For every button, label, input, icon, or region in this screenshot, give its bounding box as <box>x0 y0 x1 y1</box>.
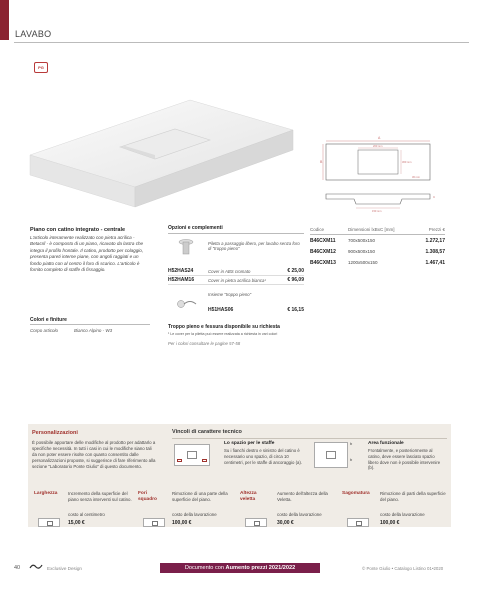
constraint-text: Su i fianchi destro e sinistro del catino è necessario uno spazio, di circa 10 centimetri, per le staffe di ancoraggio (a). <box>224 448 303 465</box>
drain-icon <box>176 237 196 257</box>
custom-diagram <box>143 518 165 527</box>
custom-cost-label: costo al centimetro <box>68 512 105 517</box>
dim-small: 30 mm <box>412 176 420 179</box>
price-update-banner <box>160 563 320 573</box>
header-dims: Dimensioni lxBxC [mm] <box>348 227 395 232</box>
custom-text: Rimozione di parti della superficie del piano. <box>380 491 446 502</box>
row-dims: 1200x500x150 <box>348 260 378 265</box>
constraint-title: Lo spazio per le staffe <box>224 441 275 446</box>
option-row <box>168 306 304 314</box>
option-row <box>168 267 304 276</box>
overflow-title: Troppo pieno e fessura disponibile su richiesta <box>168 324 280 330</box>
custom-text: Incremento della superficie del piano senza interventi sul catino. <box>68 491 132 502</box>
brand-badge-icon: PG <box>34 62 48 73</box>
custom-price: 15,00 € <box>68 520 85 526</box>
constraints-divider <box>172 438 447 439</box>
table-row <box>310 246 445 257</box>
custom-price: 100,00 € <box>380 520 400 526</box>
bracket-space-diagram <box>174 444 210 466</box>
row-code: B46CXM12 <box>310 249 336 255</box>
constraints-title: Vincoli di carattere tecnico <box>172 429 242 435</box>
page-number: 40 <box>14 565 21 571</box>
dim-label-c: C <box>433 195 436 199</box>
options-section <box>168 225 304 346</box>
brand-wave-icon <box>29 563 43 570</box>
custom-diagram <box>245 518 267 527</box>
table-header <box>310 227 445 235</box>
finish-label: Corpo articolo <box>30 328 59 333</box>
technical-drawing <box>320 132 440 217</box>
finishes-title: Colori e finiture <box>30 317 150 325</box>
colors-link[interactable]: Per i colori consultare le pagine 57-58 <box>168 341 241 346</box>
custom-label: Altezza veletta <box>240 491 257 502</box>
custom-price: 30,00 € <box>277 520 294 526</box>
codes-table <box>310 227 445 268</box>
custom-label: Larghezza <box>34 491 58 496</box>
constraint-tag: b <box>350 457 353 462</box>
option-row <box>168 276 304 285</box>
row-code: B46CXM13 <box>310 260 336 266</box>
personalization-text: È possibile apportare delle modifiche al prodotto per adattarlo a specifiche necessità. In tutti i casi in cui le modifiche siano tali da non poter essere risolte con quanto consentito dalle personalizzazioni proposte, si suggerisce di fare riferimento alla sezione "Laboratorio Ponte Giulio" di questo documento. <box>32 440 156 470</box>
custom-label: Fori squadro <box>138 491 157 502</box>
custom-diagram <box>38 518 60 527</box>
section-title: LAVABO <box>15 29 52 39</box>
row-price: 1.272,17 <box>425 238 445 244</box>
option-name: Cover in pietra acrilica bianca¹ <box>208 277 266 283</box>
finishes-section <box>30 317 150 333</box>
series-name: Exclusive Design <box>47 566 82 571</box>
product-image <box>25 95 295 210</box>
header-code: Codice <box>310 227 325 232</box>
constraint-text: Frontalmente, e posteriormente al catino, deve essere lasciato spazio libero dove non è possibile intervenire (b). <box>368 448 441 471</box>
custom-price: 100,00 € <box>172 520 192 526</box>
product-text: L'articolo interamente realizzato con pietra acrilica - Betacril - è composto di un piano, ricavato da lastra che integra il profilo frontale. Il catino, prodotto per colaggio, presenta pareti interne piane, con angoli raggiati e un fondo piatto con al centro il foro di scarico. L'articolo è fornito completo di staffe di fissaggio. <box>30 235 144 273</box>
personalization-title: Personalizzazioni <box>32 430 78 436</box>
footer-copyright: © Ponte Giulio • Catalogo Listino 01•2020 <box>362 566 444 571</box>
custom-label: Sagomatura <box>342 491 370 496</box>
drain-desc: Piletta a passaggio libero, per lavabo senza foro di "troppo pieno" <box>208 241 300 252</box>
header-price: Prezzi € <box>428 227 445 232</box>
row-dims: 700x500x150 <box>348 238 376 243</box>
option-code: H52HAM16 <box>168 277 195 283</box>
constraint-tag: b <box>350 441 353 446</box>
option-code: H52HAS24 <box>168 268 194 274</box>
custom-cost-label: costo della lavorazione <box>277 512 322 517</box>
row-price: 1.308,57 <box>425 249 445 255</box>
custom-cost-label: costo della lavorazione <box>380 512 425 517</box>
banner-bold: Aumento prezzi 2021/2022 <box>225 565 296 571</box>
product-description <box>30 227 150 273</box>
options-title: Opzioni e complementi <box>168 225 304 234</box>
custom-text: Rimozione di una parte della superficie del piano. <box>172 491 228 502</box>
option-name: Cover in ABS cromato <box>208 268 251 274</box>
dim-label-a: A <box>378 136 381 140</box>
title-divider <box>14 42 469 43</box>
corner-accent <box>0 0 9 40</box>
option-price: € 16,15 <box>287 307 304 313</box>
table-row <box>310 235 445 246</box>
row-dims: 900x500x150 <box>348 249 376 254</box>
functional-area-diagram <box>314 442 348 468</box>
custom-text: Aumento dell'altezza della Veletta. <box>277 491 328 502</box>
constraint-title: Area funzionale <box>368 441 404 446</box>
finish-value: Bianco Alpino - W3 <box>74 328 113 333</box>
dim-label-b: B <box>320 160 323 164</box>
dim-top: 200 mm <box>373 145 383 148</box>
row-code: B46CXM11 <box>310 238 336 244</box>
dim-side: 300 mm <box>402 161 412 164</box>
product-title: Piano con catino integrato - centrale <box>30 227 126 233</box>
option-code: H51HAS06 <box>208 307 234 313</box>
option-price: € 96,09 <box>287 277 304 283</box>
row-price: 1.467,41 <box>425 260 445 266</box>
option-price: € 25,00 <box>287 268 304 274</box>
dim-bottom: 150 mm <box>372 210 382 213</box>
overflow-desc: Insieme "troppo pieno" <box>208 292 252 297</box>
finish-row <box>30 325 150 333</box>
banner-prefix: Documento con <box>184 565 226 571</box>
table-row <box>310 257 445 268</box>
options-note: ¹ Le cover per la piletta può essere realizzata a richiesta in vari colori <box>168 332 278 336</box>
custom-cost-label: costo della lavorazione <box>172 512 217 517</box>
custom-diagram <box>347 518 369 527</box>
